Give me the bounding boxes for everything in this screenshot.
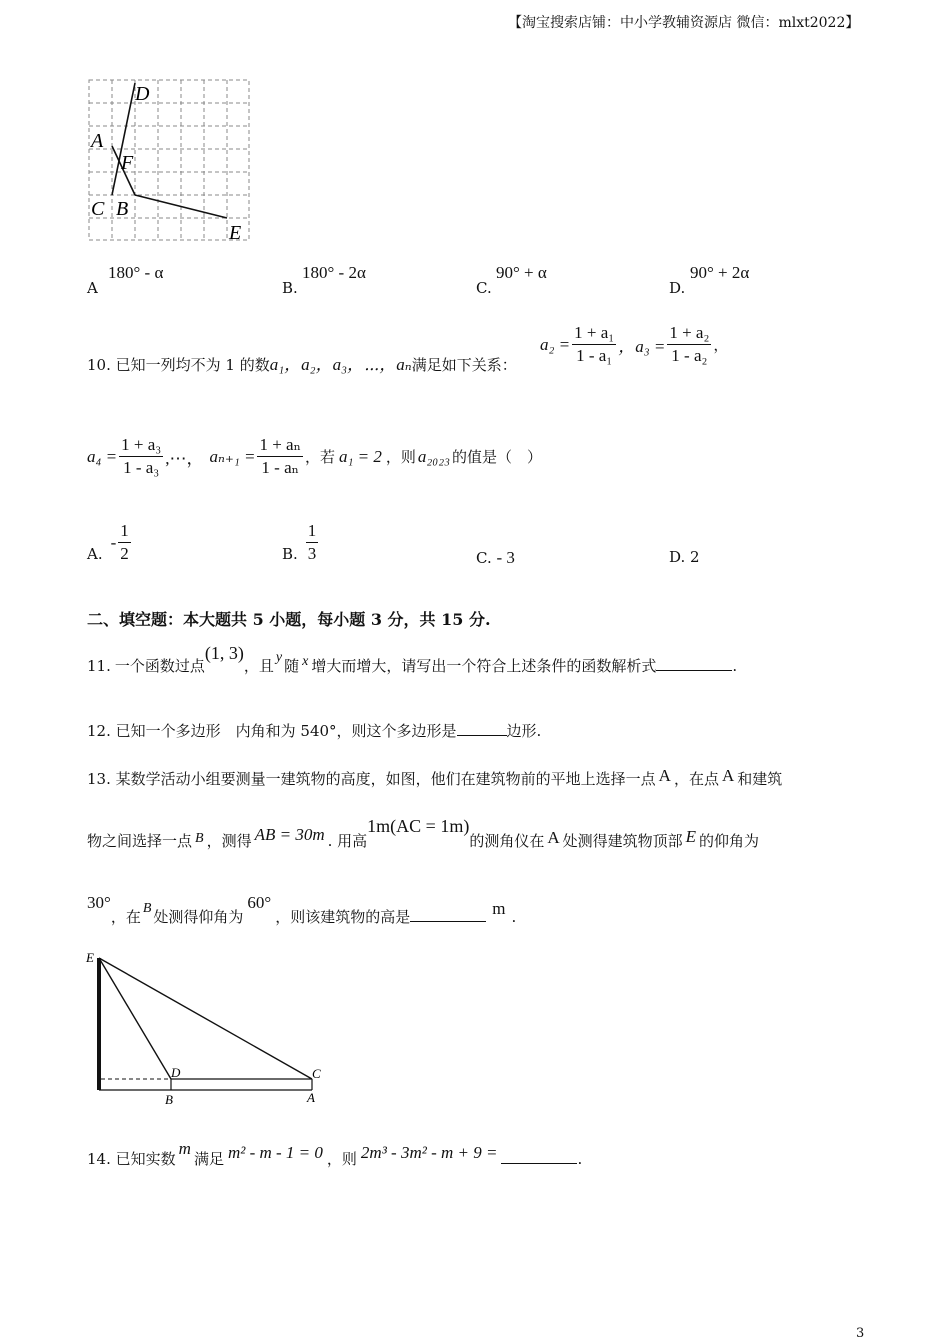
q9-option-b-letter: B. [282,279,298,297]
q10-number: 10. [87,356,111,374]
q13-end: . [511,908,517,926]
q13-a2: A [721,766,735,785]
q14-text-2: 满足 [193,1150,224,1168]
label-C: C [91,198,105,220]
q11-number: 11. [87,657,111,675]
q10-intro [87,350,517,375]
q10-option-b-fraction [306,520,319,565]
q13-line3c: ，则该建筑物的高是 [275,908,411,926]
q10-option-d-letter: D. [669,548,686,566]
q9-option-d-letter: D. [669,279,686,297]
q10-a3-lhs: ，a₃ = [618,337,666,356]
q10-option-a [87,520,133,565]
q13-line2c: . 用高 [327,832,368,850]
q13-angle-60: 60° [247,893,272,912]
q10-option-d-value: 2 [690,548,700,566]
q13-a1: A [658,766,671,785]
q10-a4-den: 1 - a₃ [123,458,160,477]
q10-an1-fraction [257,434,303,479]
q10-cond-a1: a₁ = 2 [338,446,382,466]
q14-equation: m² - m - 1 = 0 [227,1143,323,1162]
q9-option-d-expr: 90° + 2α [690,263,750,282]
q9-option-c-expr: 90° + α [496,263,547,282]
q10-a3-den: 1 - a₂ [671,346,708,365]
q10-a2023: a₂₀₂₃ [417,446,451,466]
q10-option-b-num: 1 [306,520,319,543]
q10-seq-a1: a₁， [269,355,302,374]
building [97,958,101,1090]
q13-e1: E [685,827,697,846]
q14-answer-blank[interactable] [501,1163,577,1164]
q13-angle-30: 30° [87,893,111,912]
q13-line3b: 处测得仰角为 [153,908,244,926]
q10-option-d [669,548,700,566]
q14 [87,1139,583,1169]
q13-line1: 某数学活动小组要测量一建筑物的高度，如图，他们在建筑物前的平地上选择一点 [115,770,656,788]
q11-text-3: 随 [284,657,300,675]
label-A: A [307,1090,315,1105]
q10-text-if: ，若 [304,448,335,466]
q13-line2f: 的仰角为 [699,832,760,850]
grid-lines [89,80,249,240]
q10-a2-lhs: a₂ = [540,334,571,354]
q11-text-5: . [732,657,738,675]
q10-option-a-letter: A. [87,544,103,563]
q10-a3-fraction [667,322,711,367]
q13-ab: AB = 30m [254,825,325,844]
q11-y: y [275,650,283,665]
q14-text-1: 已知实数 [115,1150,176,1168]
label-D: D [171,1065,181,1080]
q10-a2-fraction [572,322,616,367]
section-2-title: 二、填空题：本大题共 5 小题，每小题 3 分，共 15 分. [87,610,491,629]
q14-number: 14. [87,1150,111,1168]
label-C: C [312,1066,321,1081]
q10-a4-num: 1 + a₃ [119,434,163,457]
q14-m: m [178,1139,191,1158]
label-B: B [165,1092,173,1107]
q11 [87,643,737,676]
q12-answer-blank[interactable] [457,735,507,736]
q13-line2e: 处测得建筑物顶部 [562,832,683,850]
q10-option-a-num: 1 [118,520,131,543]
q11-text-2: ，且 [243,657,274,675]
label-B: B [116,198,129,220]
q10-a2-den: 1 - a₁ [576,346,613,365]
q13-line2b: ，测得 [206,832,252,850]
q10-option-b [282,520,320,565]
q9-option-a-letter: A [87,279,98,297]
q10-seq-an: aₙ [396,355,412,374]
q10-an1-lhs: aₙ₊₁ = [209,446,256,466]
q13-b1: B [195,831,204,846]
q10-option-c-letter: C. [476,549,492,567]
q13-line1b: ，在点 [673,770,719,788]
q9-option-c-letter: C. [476,279,492,297]
q13-b2: B [142,901,152,916]
q11-text-4: 增大而增大，请写出一个符合上述条件的函数解析式 [311,657,657,675]
q13-number: 13. [87,770,111,788]
sight-line-EC [99,958,312,1079]
q10-seq-a3: a₃，⋯， [332,355,397,374]
q10-option-b-letter: B. [282,544,298,563]
q10-a4-fraction [119,434,163,479]
q10-dots: ,⋯， [165,449,204,468]
q13-line-1 [87,768,782,789]
q13-a3: A [547,828,560,847]
q12 [87,720,541,741]
q14-end: . [577,1150,583,1168]
label-E: E [229,222,242,244]
q13-height: 1m(AC = 1m) [367,816,470,836]
q10-text-cond: 满足如下关系： [411,356,517,374]
page-number: 3 [856,1326,865,1341]
q13-answer-blank[interactable] [410,921,486,922]
q10-option-c-value: - 3 [496,548,515,567]
q10-option-a-den: 2 [120,544,129,563]
q14-text-3: ，则 [326,1150,357,1168]
q10-seq-a2: a₂， [301,355,333,374]
q10-option-a-sign: - [110,532,117,552]
q9-option-a-expr: 180° - α [108,263,164,282]
q13-line-2 [87,816,760,851]
q10-option-a-fraction [118,520,131,565]
q9-option-b-expr: 180° - 2α [302,263,366,282]
sight-line-ED [99,958,171,1079]
page-header: 【淘宝搜索店铺：中小学教辅资源店 微信：mlxt2022】 [508,15,860,31]
q10-recurrence-1 [540,322,728,367]
label-F: F [121,152,134,174]
label-E: E [86,950,94,965]
q12-number: 12. [87,722,111,740]
label-D: D [135,83,150,105]
q10-a2-num: 1 + a₁ [572,322,616,345]
q10-text-value: 的值是（ ） [452,448,543,466]
q11-point: (1, 3) [204,643,244,663]
segment-CD [112,83,135,195]
q13-line-3 [87,893,517,927]
q12-text-1: 已知一个多边形 内角和为 540°，则这个多边形是 [115,722,457,740]
q11-answer-blank[interactable] [656,670,732,671]
grid-figure [85,76,255,248]
q12-text-2: 边形. [506,722,542,740]
q10-an1-den: 1 - aₙ [261,458,299,477]
q14-expression: 2m³ - 3m² - m + 9 = [360,1143,498,1162]
q11-text-1: 一个函数过点 [114,657,205,675]
q10-a3-num: 1 + a₂ [667,322,711,345]
q10-comma: ， [713,336,729,354]
q13-line2a: 物之间选择一点 [87,832,193,850]
q10-option-c [476,548,515,568]
q10-text-then: ，则 [385,448,416,466]
q10-an1-num: 1 + aₙ [257,434,303,457]
building-figure [85,948,330,1108]
q10-recurrence-2 [87,434,542,479]
q10-text-intro: 已知一列均不为 1 的数 [115,356,270,374]
q10-option-b-den: 3 [307,544,317,563]
q13-line3a: ，在 [110,908,141,926]
q11-x: x [302,654,309,669]
label-A: A [91,130,104,152]
q10-a4-lhs: a₄ = [87,446,118,466]
q13-line1c: 和建筑 [737,770,783,788]
q13-unit: m [492,899,506,918]
q13-line2d: 的测角仪在 [469,832,545,850]
